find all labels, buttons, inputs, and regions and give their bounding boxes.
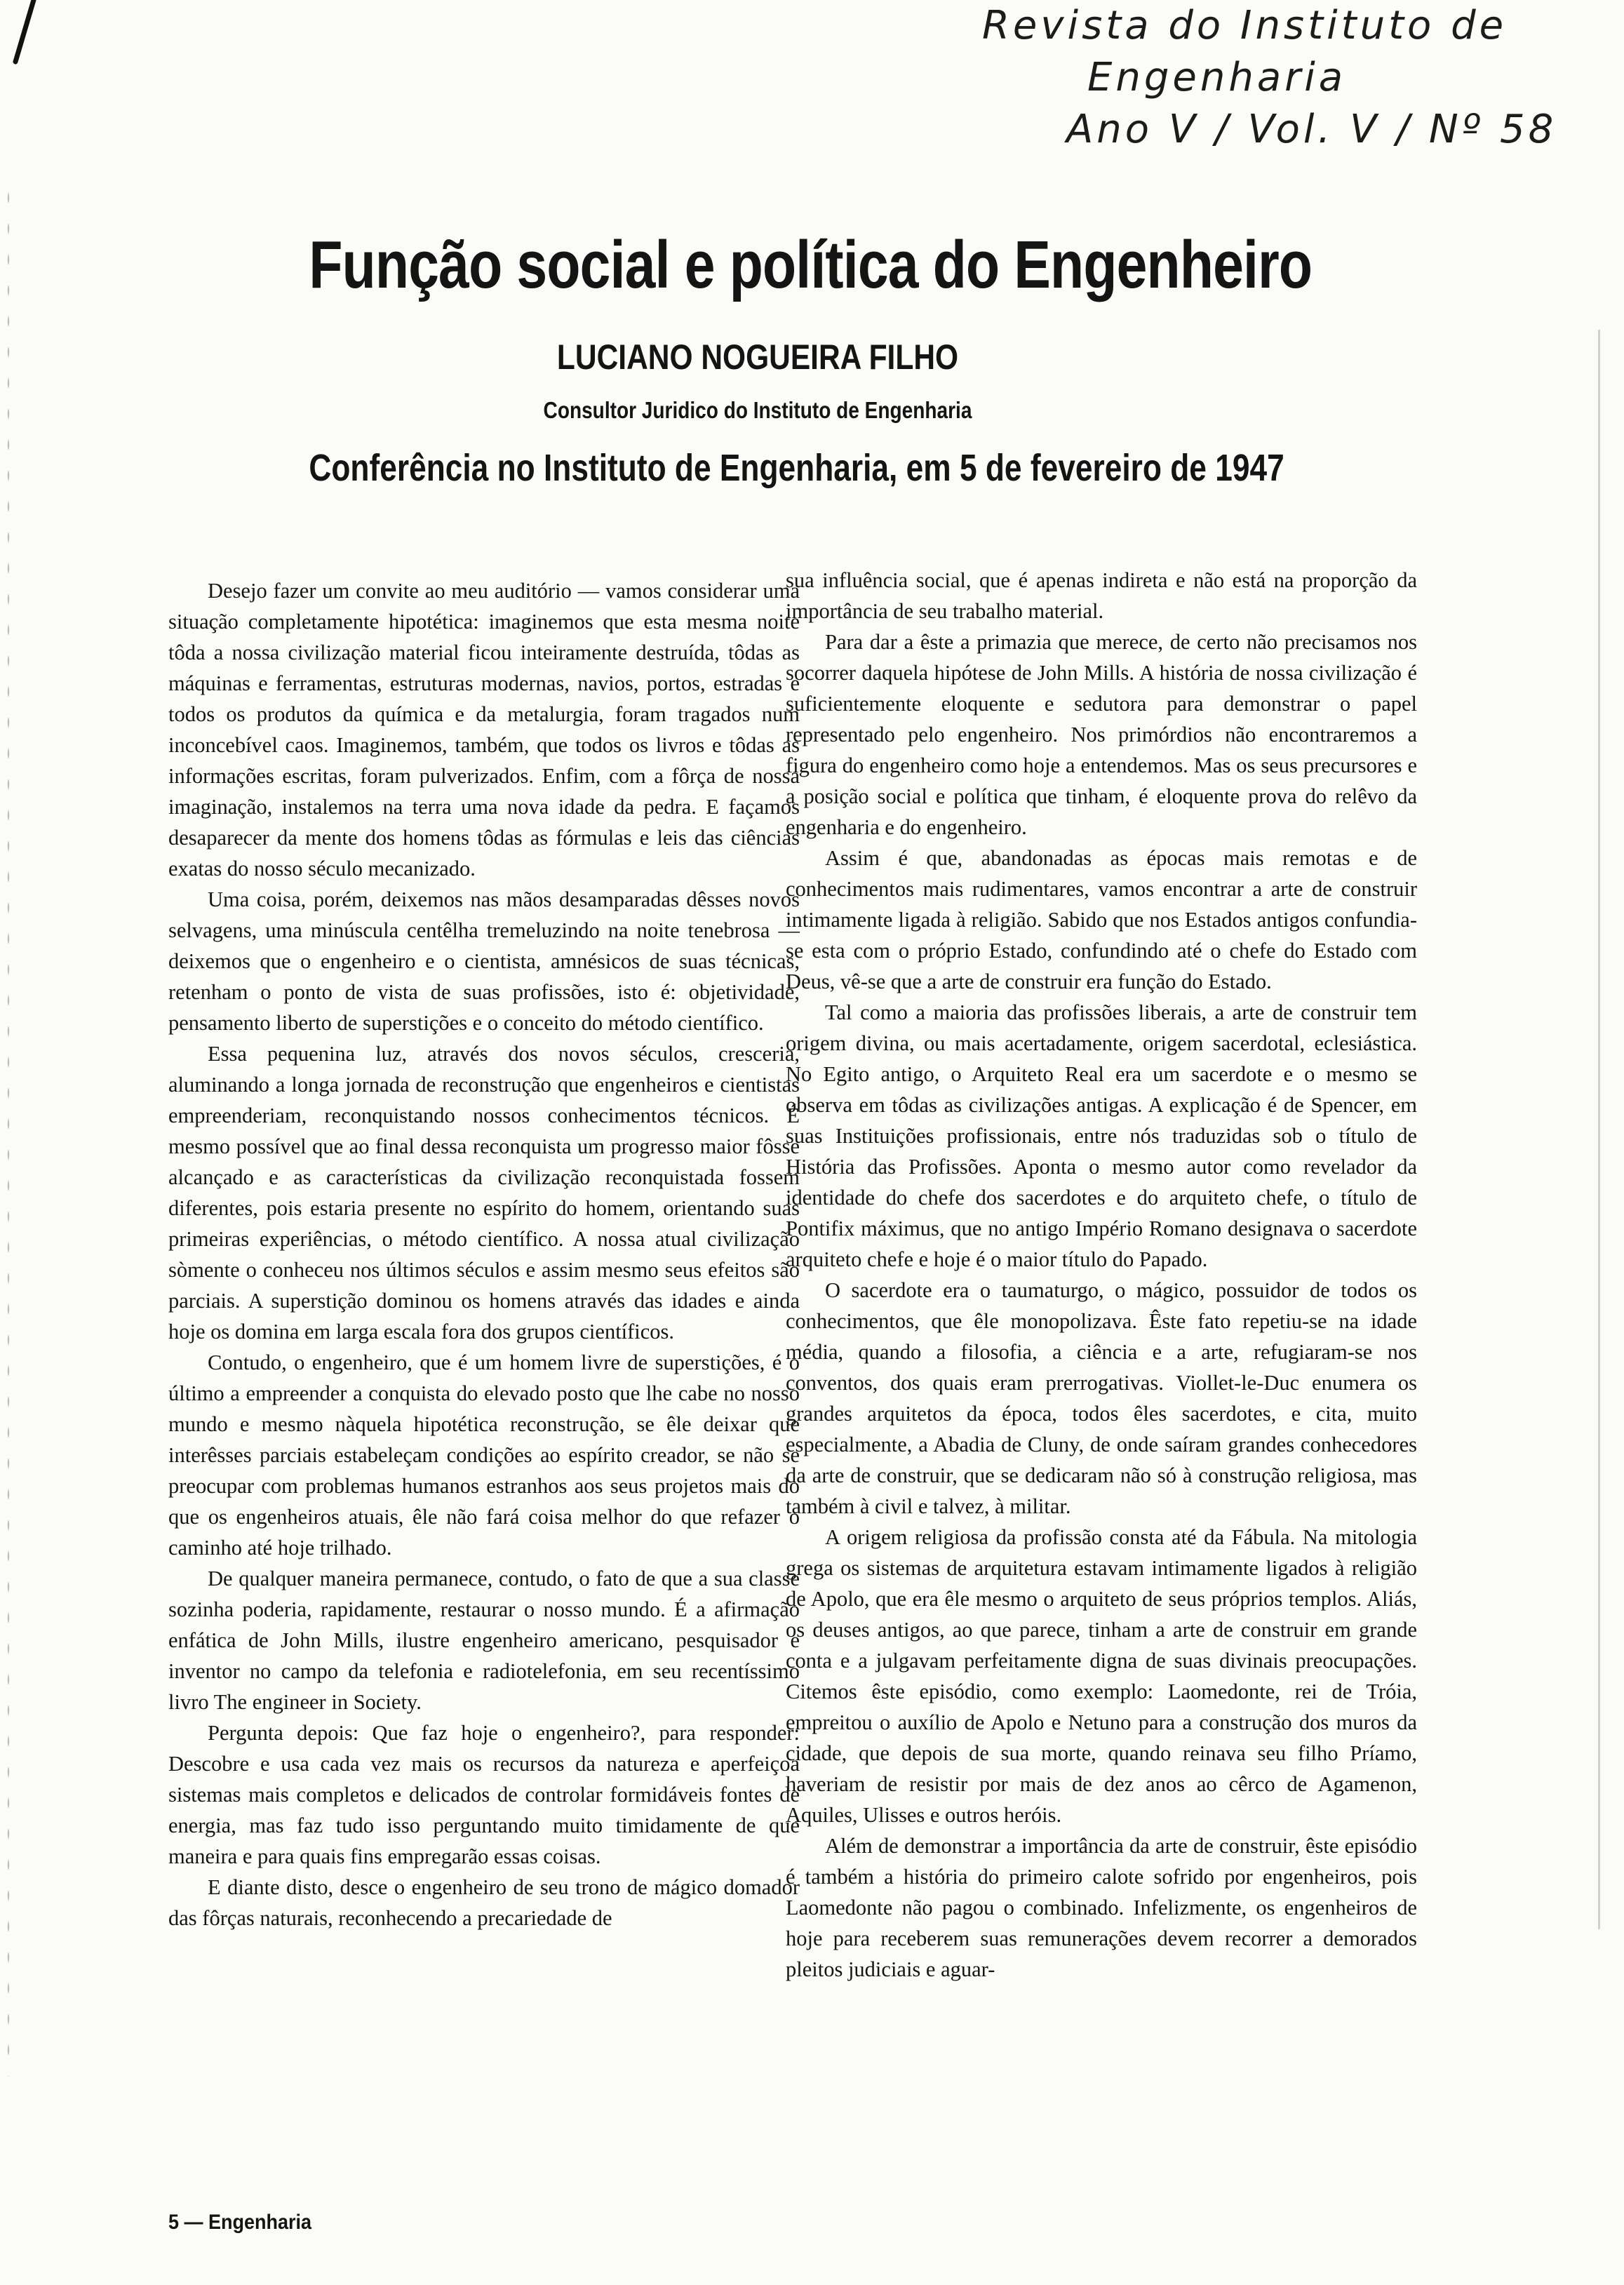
paragraph: Essa pequenina luz, através dos novos séculos, cresceria, aluminando a longa jornada de reconstrução que engenheiros e cientistas empreenderiam, reconquistando nossos conhecimentos técnicos. É mesmo possível que ao final dessa reconquista um progresso maior fôsse alcançado e as características da civilização reconquistada fossem diferentes, pois estaria presente no espírito do homem, orientando suas primeiras experiências, o método científico. A nossa atual civilização sòmente o conheceu nos últimos séculos e assim mesmo seus efeitos são parciais. A superstição dominou os homens através das idades e ainda hoje os domina em larga escala fora dos grupos científicos. <box>168 1042 800 1343</box>
paragraph: Desejo fazer um convite ao meu auditório — vamos considerar uma situação completamente hipotética: imaginemos que esta mesma noite tôda a nossa civilização material ficou inteiramente destruída, tôdas as máquinas e ferramentas, estruturas modernas, navios, portos, estradas e todos os produtos da química e da metalurgia, foram tragados num inconcebível caos. Imaginemos, também, que todos os livros e tôdas as informações escritas, foram pulverizados. Enfim, com a fôrça de nossa imaginação, instalemos na terra uma nova idade da pedra. E façamos desaparecer da mente dos homens tôdas as fórmulas e leis das ciências exatas do nosso século mecanizado. <box>168 579 800 880</box>
paragraph-continuation: sua influência social, que é apenas indireta e não está na proporção da importância de seu trabalho material. <box>786 568 1417 623</box>
scan-edge-line <box>1598 330 1600 1929</box>
paragraph: Contudo, o engenheiro, que é um homem livre de superstições, é o último a empreender a conquista do elevado posto que lhe cabe no nosso mundo e mesmo nàquela hipotética reconstrução, se êle deixar que interêsses parciais estabeleçam condições ao espírito creador, se não se preocupar com problemas humanos estranhos aos seus projetos mais do que os engenheiros atuais, êle não fará coisa melhor do que refazer o caminho até hoje trilhado. <box>168 1351 800 1560</box>
article-title: Função social e política do Engenheiro <box>309 227 1313 302</box>
paragraph: Uma coisa, porém, deixemos nas mãos desamparadas dêsses novos selvagens, uma minúscula centêlha tremeluzindo na noite tenebrosa — deixemos que o engenheiro e o cientista, amnésicos de suas técnicas, retenham o ponto de vista de suas profissões, isto é: objetividade, pensamento liberto de superstições e o conceito do método científico. <box>168 887 800 1035</box>
conference-line: Conferência no Instituto de Engenharia, em 5 de fevereiro de 1947 <box>309 447 1284 489</box>
handwritten-note-line: Revista do Instituto de <box>982 3 1508 48</box>
paragraph: O sacerdote era o taumaturgo, o mágico, possuidor de todos os conhecimentos, que êle monopolizava. Êste fato repetiu-se na idade média, quando a filosofia, a ciência e a arte, refugiaram-se nos conventos, dos quais eram prerrogativas. Viollet-le-Duc enumera os grandes arquitetos da época, todos êles sacerdotes, e cita, muito especialmente, a Abadia de Cluny, de onde saíram grandes conhecedores da arte de construir, que se dedicaram não só à construção religiosa, mas também à civil e talvez, à militar. <box>786 1278 1417 1518</box>
handwritten-note <box>982 0 1599 156</box>
paragraph: Pergunta depois: Que faz hoje o engenheiro?, para responder: Descobre e usa cada vez mais os recursos da natureza e aperfeiçoa sistemas mais completos e delicados de controlar formidáveis fontes de energia, mas faz tudo isso perguntando muito timidamente de que maneira e para quais fins empregarão essas coisas. <box>168 1721 800 1868</box>
paragraph: A origem religiosa da profissão consta até da Fábula. Na mitologia grega os sistemas de arquitetura estavam intimamente ligados à religião de Apolo, que era êle mesmo o arquiteto de seus próprios templos. Aliás, os deuses antigos, ao que parece, tinham a arte de construir em grande conta e a julgavam perfeitamente digna de suas divinais preocupações. Citemos êste episódio, como exemplo: Laomedonte, rei de Tróia, empreitou o auxílio de Apolo e Netuno para a construção dos muros da cidade, que depois de sua morte, quando reinava seu filho Príamo, haveriam de resistir por mais de dez anos ao cêrco de Agamenon, Aquiles, Ulisses e outros heróis. <box>786 1525 1417 1827</box>
paragraph: Tal como a maioria das profissões liberais, a arte de construir tem origem divina, ou mais acertadamente, origem sacerdotal, eclesiástica. No Egito antigo, o Arquiteto Real era um sacerdote e o mesmo se observa em tôdas as civilizações antigas. A explicação é de Spencer, em suas Instituições profissionais, entre nós traduzidas sob o título de História das Profissões. Aponta o mesmo autor como revelador da identidade do chefe dos sacerdotes e do arquiteto chefe, o título de Pontifix máximus, que no antigo Império Romano designava o sacerdote arquiteto chefe e hoje é o maior título do Papado. <box>786 1000 1417 1271</box>
article-header <box>210 223 1313 491</box>
author-name: LUCIANO NOGUEIRA FILHO <box>556 337 959 377</box>
handwritten-note-line: Ano V / Vol. V / Nº 58 <box>1066 107 1557 152</box>
paragraph: Para dar a êste a primazia que merece, de certo não precisamos nos socorrer daquela hipótese de John Mills. A história de nossa civilização é suficientemente eloquente e sedutora para demonstrar o papel representado pelo engenheiro. Nos primórdios não encontraremos a figura do engenheiro como hoje a entendemos. Mas os seus precursores e a posição social e política que tinham, é eloquente prova do relêvo da engenharia e do engenheiro. <box>786 630 1417 839</box>
scan-edge-specks <box>6 182 11 2077</box>
handwritten-note-line: Engenharia <box>1087 55 1347 100</box>
author-role: Consultor Juridico do Instituto de Engenharia <box>543 397 972 423</box>
paragraph: Além de demonstrar a importância da arte de construir, êste episódio é também a história do primeiro calote sofrido por engenheiros, pois Laomedonte não pagou o combinado. Infelizmente, os engenheiros de hoje para receberem suas remunerações devem recorrer a demorados pleitos judiciais e aguar- <box>786 1834 1417 1981</box>
paragraph: De qualquer maneira permanece, contudo, o fato de que a sua classe sozinha poderia, rapidamente, restaurar o nosso mundo. É a afirmação enfática de John Mills, ilustre engenheiro americano, pesquisador e inventor no campo da telefonia e radiotelefonia, em seu recentíssimo livro The engineer in Society. <box>168 1567 800 1714</box>
page-footer: 5 — Engenharia <box>168 2211 312 2234</box>
paragraph: E diante disto, desce o engenheiro de seu trono de mágico domador das fôrças naturais, reconhecendo a precariedade de <box>168 1875 800 1930</box>
scan-mark-slash <box>10 0 38 65</box>
right-column <box>786 565 1417 1985</box>
paragraph: Assim é que, abandonadas as épocas mais remotas e de conhecimentos mais rudimentares, vamos encontrar a arte de construir intimamente ligada à religião. Sabido que nos Estados antigos confundia-se esta com o próprio Estado, confundindo até o chefe do Estado com Deus, vê-se que a arte de construir era função do Estado. <box>786 846 1417 993</box>
left-column <box>168 575 800 1934</box>
